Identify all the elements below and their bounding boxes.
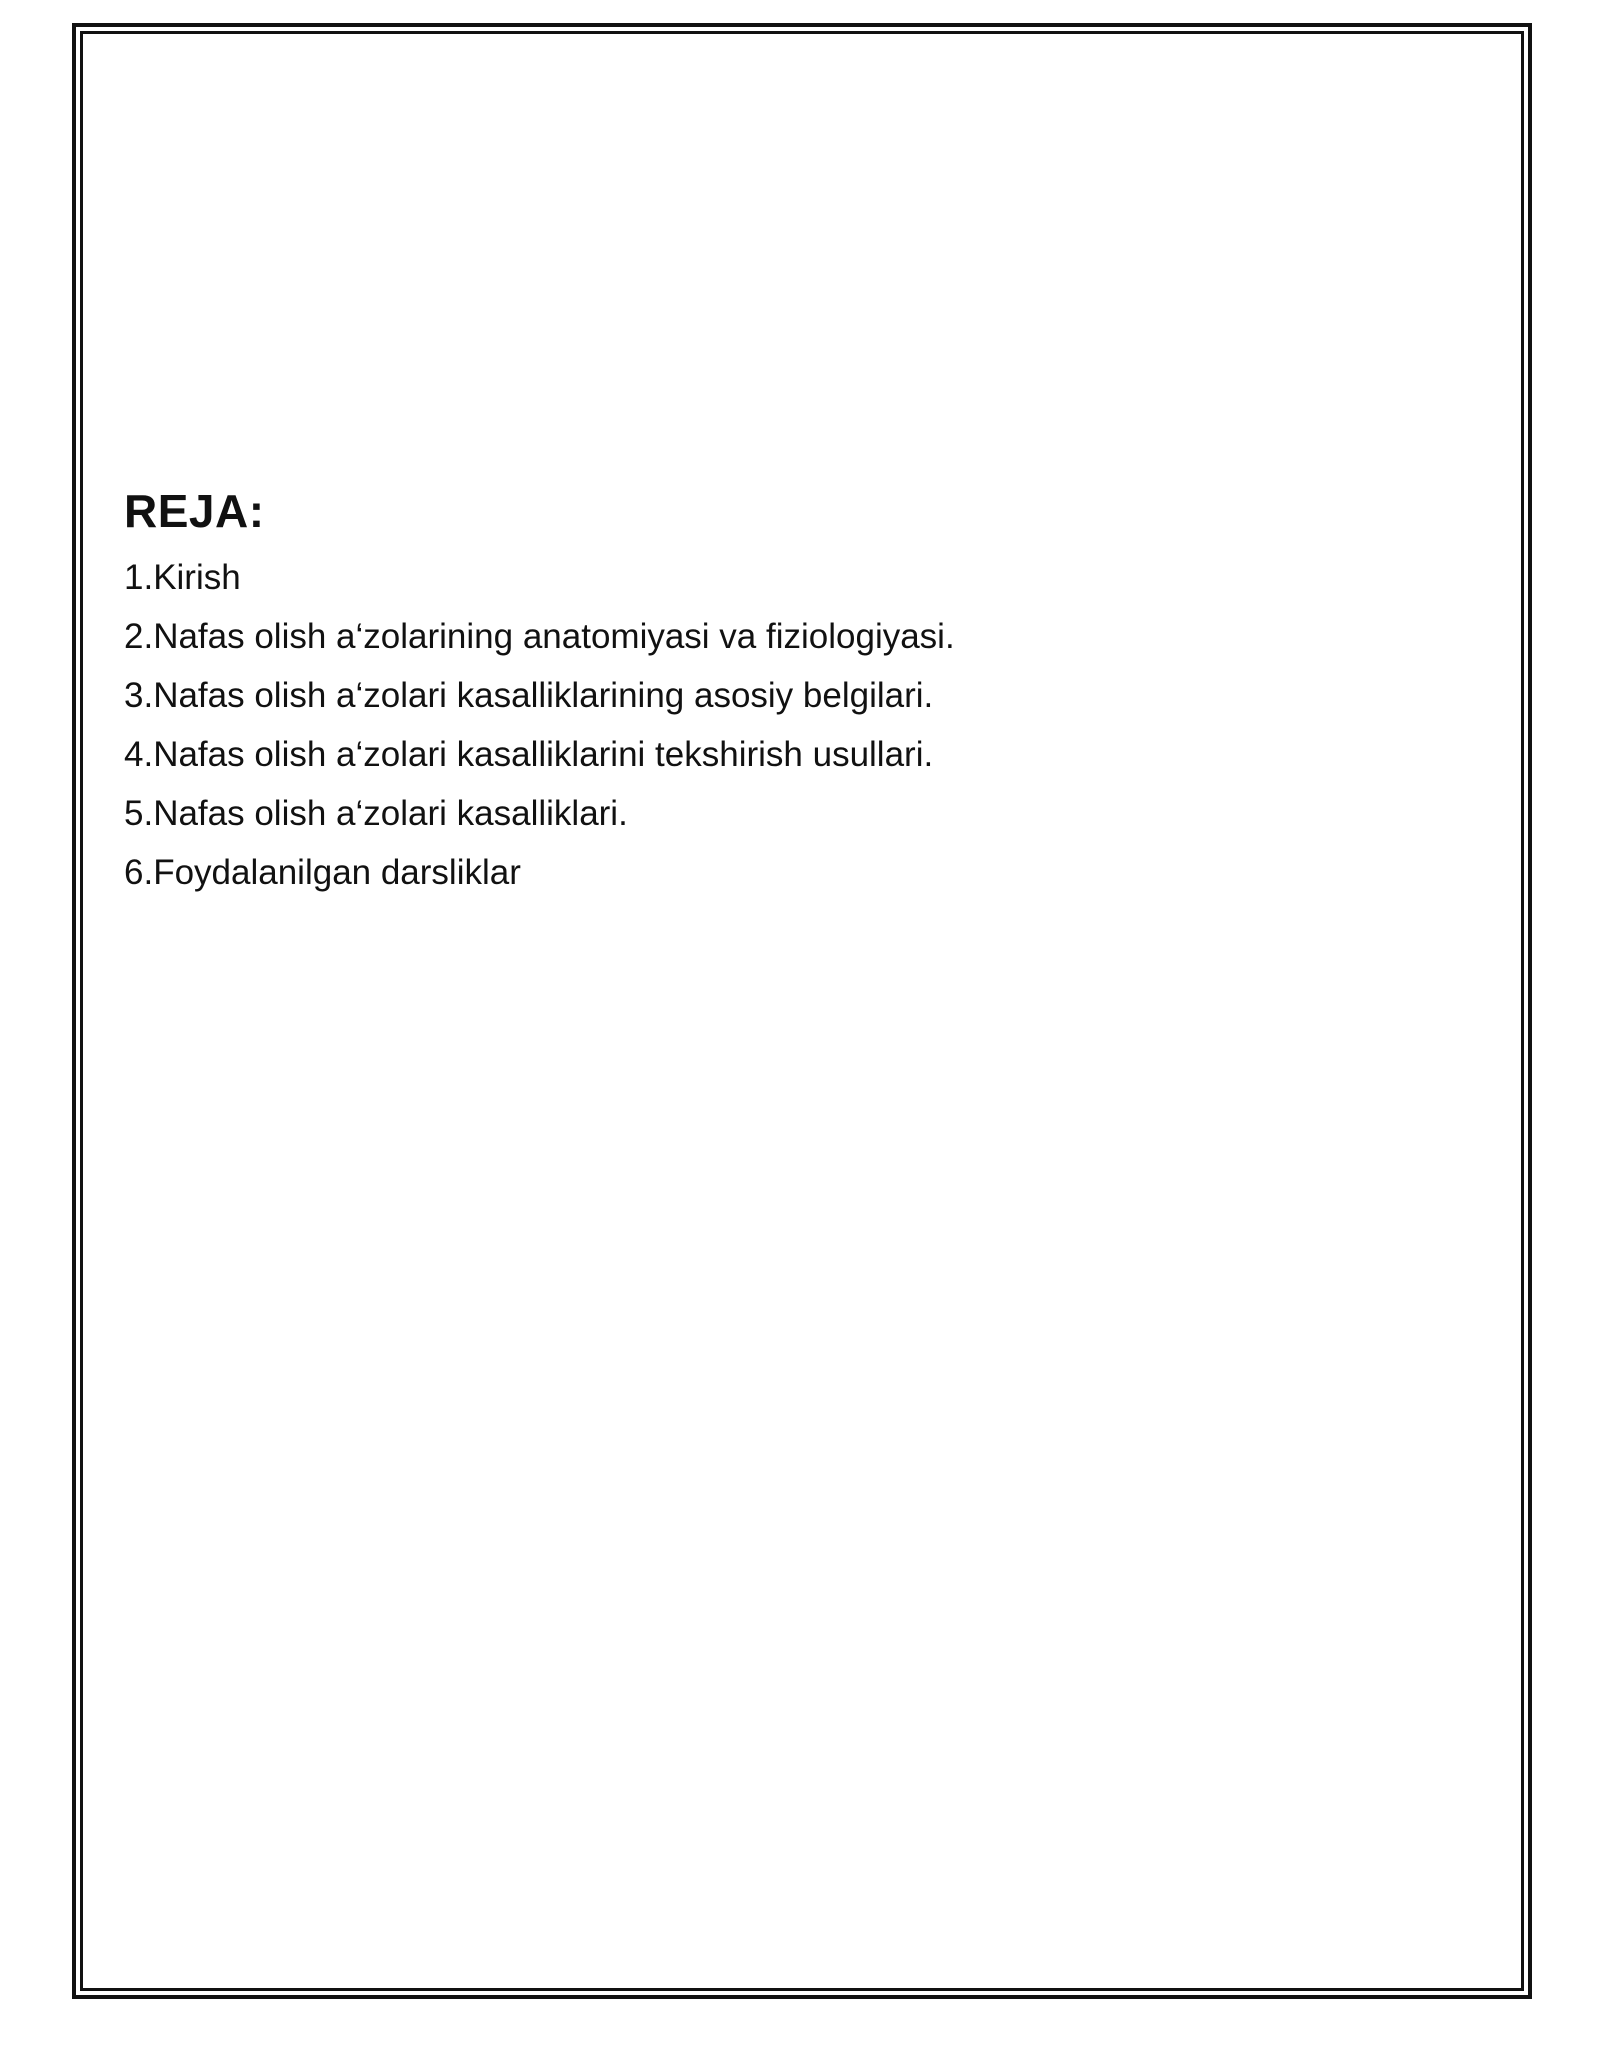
plan-item-anatomy-physiology: 2.Nafas olish a‘zolarining anatomiyasi va fiziologiyasi. [124, 617, 955, 656]
plan-section [124, 482, 1484, 902]
plan-item-main-symptoms: 3.Nafas olish a‘zolari kasalliklarining asosiy belgilari. [124, 676, 934, 715]
plan-item-respiratory-diseases: 5.Nafas olish a‘zolari kasalliklari. [124, 794, 628, 833]
plan-item-references: 6.Foydalanilgan darsliklar [124, 853, 521, 892]
page-border-inner [80, 31, 1524, 1991]
plan-item-examination-methods: 4.Nafas olish a‘zolari kasalliklarini tekshirish usullari. [124, 735, 934, 774]
plan-item-introduction: 1.Kirish [124, 558, 241, 597]
plan-list [124, 548, 1484, 902]
plan-heading: REJA: [124, 485, 265, 537]
